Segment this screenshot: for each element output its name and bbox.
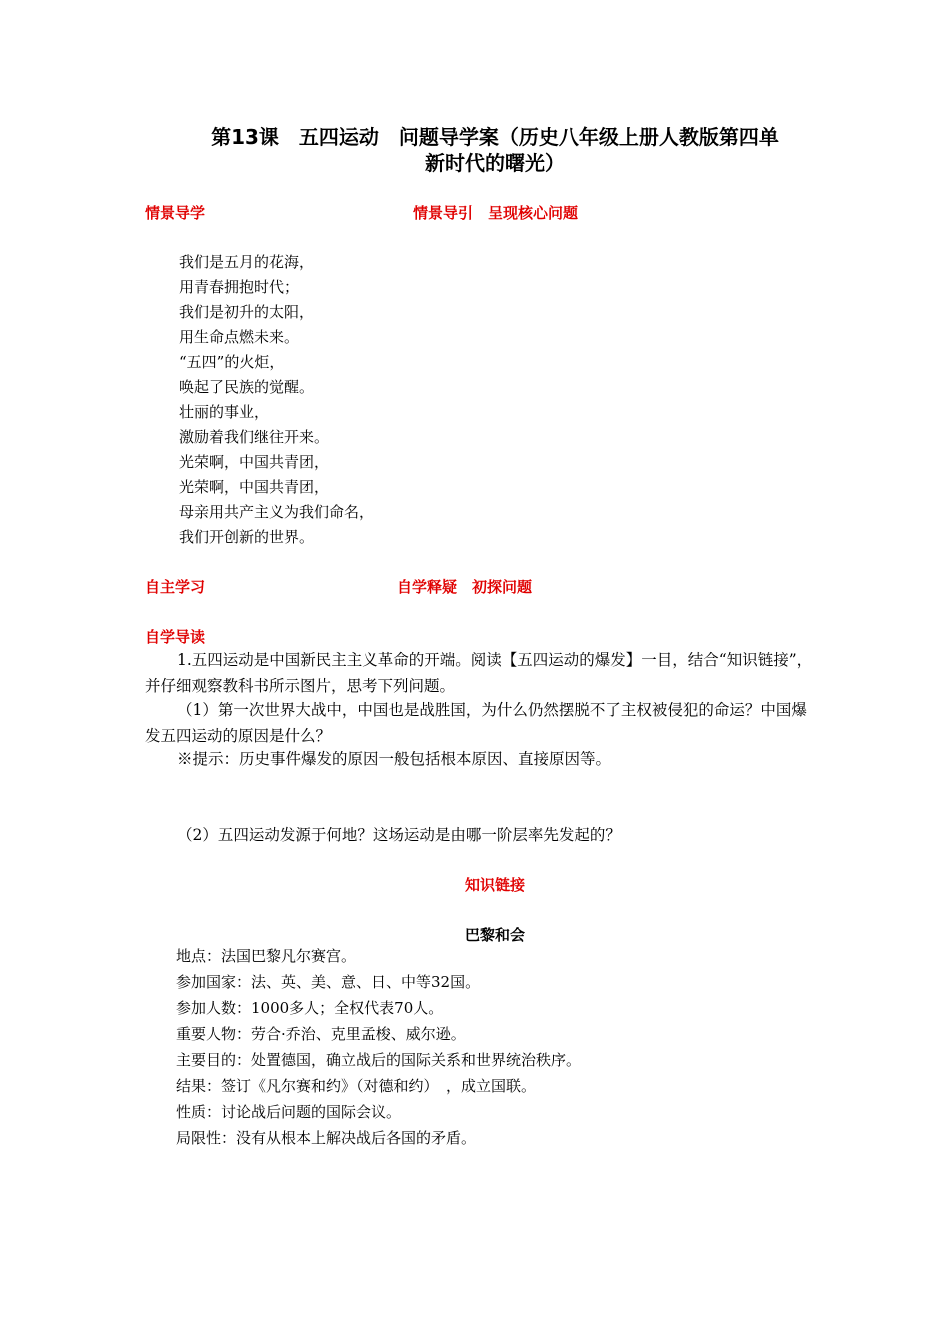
fact-item: 重要人物：劳合·乔治、克里孟梭、威尔逊。: [176, 1025, 466, 1043]
page-title-line-2: 新时代的曙光）: [425, 151, 565, 175]
poem-line: 唤起了民族的觉醒。: [179, 378, 315, 396]
paris-conference-heading: 巴黎和会: [464, 926, 525, 944]
poem: [179, 250, 374, 550]
section-heading-situation: 情景导学: [145, 204, 206, 222]
poem-line: 光荣啊，中国共青团，: [179, 453, 330, 471]
section-subheading-self-study: 自学释疑 初探问题: [397, 578, 533, 596]
fact-item: 局限性：没有从根本上解决战后各国的矛盾。: [176, 1129, 477, 1147]
poem-line: “五四”的火炬，: [179, 353, 285, 371]
poem-line: 用青春拥抱时代；: [179, 278, 300, 296]
question-1-paragraph: 1.五四运动是中国新民主主义革命的开端。阅读【五四运动的爆发】一目，结合“知识链接”，并仔细观察教科书所示图片，思考下列问题。: [145, 651, 813, 695]
poem-line: 壮丽的事业，: [179, 403, 270, 421]
poem-line: 用生命点燃未来。: [179, 328, 300, 346]
poem-line: 我们是五月的花海，: [179, 253, 315, 271]
section-subheading-situation: 情景导引 呈现核心问题: [413, 204, 579, 222]
question-1-1-paragraph: （1）第一次世界大战中，中国也是战胜国，为什么仍然摆脱不了主权被侵犯的命运？中国爆发五四运动的原因是什么？: [145, 701, 807, 745]
poem-line: 母亲用共产主义为我们命名，: [179, 503, 375, 521]
poem-line: 我们开创新的世界。: [179, 528, 315, 546]
fact-item: 结果：签订《凡尔赛和约》（对德和约） ，成立国联。: [176, 1077, 537, 1095]
paris-conference-facts: [176, 943, 581, 1151]
page-title-line-1: 第13课 五四运动 问题导学案（历史八年级上册人教版第四单: [211, 125, 779, 149]
hint-paragraph: ※提示：历史事件爆发的原因一般包括根本原因、直接原因等。: [177, 750, 612, 768]
section-heading-self-study: 自主学习: [145, 578, 206, 596]
fact-item: 参加人数：1000多人；全权代表70人。: [176, 999, 444, 1017]
poem-line: 光荣啊，中国共青团，: [179, 478, 330, 496]
poem-line: 我们是初升的太阳，: [179, 303, 315, 321]
fact-item: 主要目的：处置德国，确立战后的国际关系和世界统治秩序。: [176, 1051, 582, 1069]
fact-item: 地点：法国巴黎凡尔赛宫。: [176, 947, 357, 965]
question-1-2-paragraph: （2）五四运动发源于何地？这场运动是由哪一阶层率先发起的？: [177, 826, 621, 844]
reading-heading: 自学导读: [145, 628, 206, 646]
poem-line: 激励着我们继往开来。: [179, 428, 330, 446]
knowledge-link-heading: 知识链接: [464, 876, 525, 894]
fact-item: 参加国家：法、英、美、意、日、中等32国。: [176, 973, 481, 991]
fact-item: 性质：讨论战后问题的国际会议。: [176, 1103, 402, 1121]
